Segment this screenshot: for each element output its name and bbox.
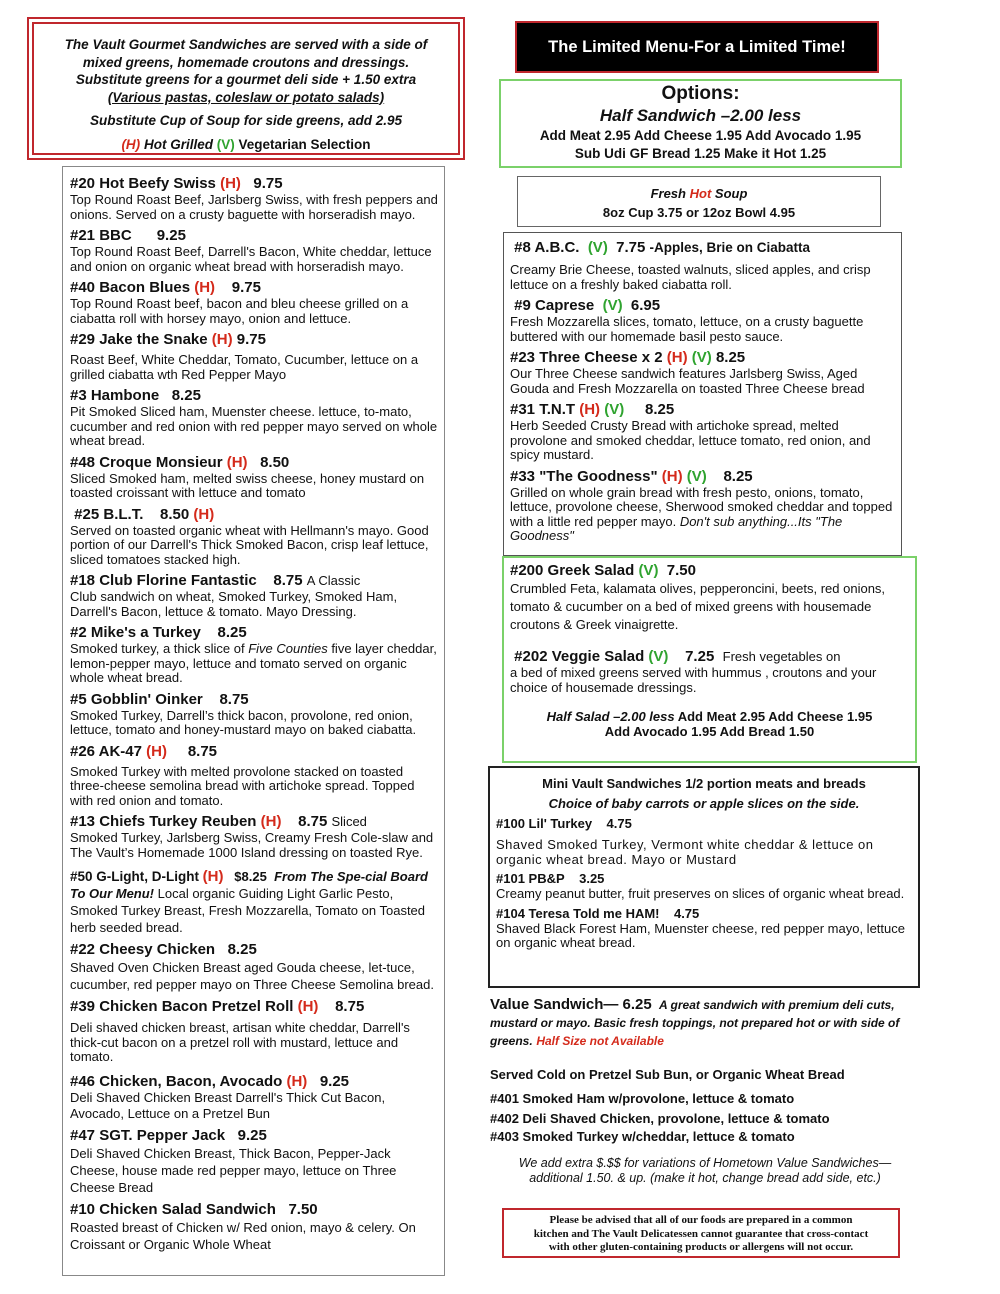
mini-choice: Choice of baby carrots or apple slices on the side. xyxy=(548,796,860,811)
item-description: Top Round Roast beef, bacon and bleu cheese grilled on a ciabatta roll with horsey mayo, onion and lettuce. xyxy=(70,296,409,326)
item-name: #8 A.B.C. xyxy=(514,239,580,256)
legend-veg-label: Vegetarian Selection xyxy=(238,136,371,152)
item-description: Roasted breast of Chicken w/ Red onion, mayo & celery. On Croissant or Organic Whole Wheat xyxy=(70,1220,416,1252)
notice-line-4: (Various pastas, coleslaw or potato salads) xyxy=(107,89,385,105)
menu-item-21 xyxy=(70,227,438,274)
menu-item-20 xyxy=(70,175,438,222)
item-description: Sliced Smoked ham, melted swiss cheese, honey mustard on toasted croissant with lettuce and tomato xyxy=(70,470,425,500)
menu-item-104 xyxy=(496,906,912,951)
options-title: Options: xyxy=(661,83,740,104)
notice-line-1: The Vault Gourmet Sandwiches are served with a side of xyxy=(64,37,428,52)
legend-hot-mark: (H) xyxy=(121,136,141,152)
item-description: Shaved Smoked Turkey, Vermont white cheddar & lettuce on organic wheat bread. Mayo or Mustard xyxy=(496,837,874,867)
item-description: Local organic Guiding Light Garlic Pesto, Smoked Turkey Breast, Fresh Mozzarella, Tomato on Toasted herb seeded bread. xyxy=(70,886,426,935)
hot-tag: (H) xyxy=(146,742,167,760)
legend-veg-mark: (V) xyxy=(216,136,235,152)
item-description: Smoked Turkey, Jarlsberg Swiss, Creamy Fresh Cole-slaw and The Vault’s Homemade 1000 Island dressing on toasted Rye. xyxy=(70,830,434,860)
item-price: 7.50 xyxy=(288,1201,318,1218)
soup-box xyxy=(517,176,881,227)
menu-item-3 xyxy=(70,387,438,449)
item-price: 8.75 xyxy=(187,742,218,760)
value-variation-line-2: additional 1.50. & up. (make it hot, change bread add side, etc.) xyxy=(529,1171,881,1185)
menu-item-25 xyxy=(70,506,438,568)
half-salad-options xyxy=(510,709,909,739)
hot-tag: (H) xyxy=(220,175,241,192)
item-price: 7.75 xyxy=(616,239,646,256)
item-name: #202 Veggie Salad xyxy=(514,648,645,665)
item-description: Our Three Cheese sandwich features Jarlsberg Swiss, Aged Gouda and Fresh Mozzarella on toasted Three Cheese bread xyxy=(510,366,865,396)
item-name: #21 BBC xyxy=(70,227,132,244)
item-description-lead: Fresh vegetables on xyxy=(722,649,841,664)
item-description-b: five layer cheddar, lemon-pepper mayo, lettuce and tomato served on organic whole wheat bread. xyxy=(70,641,437,685)
soup-hot: Hot xyxy=(689,186,712,201)
allergen-disclaimer xyxy=(502,1208,900,1258)
notice-line-2: mixed greens, homemade croutons and dressings. xyxy=(82,54,410,70)
item-description: Creamy Brie Cheese, toasted walnuts, sliced apples, and crisp lettuce on a freshly baked ciabatta roll. xyxy=(510,262,871,292)
veg-tag: (V) xyxy=(604,401,625,418)
hot-tag: (H) xyxy=(260,813,282,830)
menu-item-39 xyxy=(70,998,438,1065)
allergen-line-1: Please be advised that all of our foods are prepared in a common xyxy=(549,1214,853,1226)
menu-item-202 xyxy=(510,648,909,695)
hot-tag: (H) xyxy=(297,998,319,1015)
soup-sizes: 8oz Cup 3.75 or 12oz Bowl 4.95 xyxy=(602,205,796,220)
veg-tag: (V) xyxy=(648,648,669,665)
value-variation-note xyxy=(490,1156,920,1186)
options-line-2: Sub Udi GF Bread 1.25 Make it Hot 1.25 xyxy=(574,146,827,161)
item-name: #26 AK-47 xyxy=(70,742,142,760)
menu-item-401: #401 Smoked Ham w/provolone, lettuce & tomato xyxy=(490,1091,795,1106)
item-price: 6.95 xyxy=(630,297,661,314)
item-price: 9.25 xyxy=(237,1127,267,1144)
item-description: Top Round Roast Beef, Darrell's Bacon, White cheddar, lettuce and onion on organic wheat bread with horseradish mayo. xyxy=(70,244,432,274)
item-name: #104 Teresa Told me HAM! xyxy=(496,905,660,921)
notice-legend xyxy=(42,136,450,154)
item-description: a bed of mixed greens served with hummus , croutons and your choice of housemade dressings. xyxy=(510,665,877,695)
item-price: 7.50 xyxy=(666,562,696,579)
veg-tag: (V) xyxy=(691,349,712,366)
side-notice-inner xyxy=(32,22,460,155)
item-name: #18 Club Florine Fantastic xyxy=(70,572,257,589)
item-price: 4.75 xyxy=(673,905,700,921)
soup-fresh: Fresh xyxy=(650,186,686,201)
item-name: #13 Chiefs Turkey Reuben xyxy=(70,813,257,830)
item-price: 8.25 xyxy=(723,467,753,485)
item-description-tagline: Don't sub anything...Its "The Goodness" xyxy=(510,513,843,543)
item-name: #50 G-Light, D-Light xyxy=(70,869,199,884)
menu-item-13 xyxy=(70,813,438,860)
hot-tag: (H) xyxy=(211,331,233,348)
item-description-lead: A Classic xyxy=(306,573,361,588)
menu-item-8 xyxy=(510,239,896,292)
item-description-lead: Sliced xyxy=(331,814,367,829)
veg-tag: (V) xyxy=(587,239,608,256)
menu-item-100 xyxy=(496,816,912,867)
options-line-1: Add Meat 2.95 Add Cheese 1.95 Add Avocado 1.95 xyxy=(539,128,862,143)
item-price: 8.25 xyxy=(171,387,201,404)
menu-item-29 xyxy=(70,331,438,382)
item-price: 9.75 xyxy=(236,331,266,348)
value-sandwich-section xyxy=(490,996,930,1186)
item-description: Roast Beef, White Cheddar, Tomato, Cucumber, lettuce on a grilled ciabatta wth Red Pepper Mayo xyxy=(70,352,419,382)
menu-item-2 xyxy=(70,624,438,686)
menu-item-101 xyxy=(496,871,912,902)
item-price: 4.75 xyxy=(606,816,632,831)
half-salad-label: Half Salad –2.00 less xyxy=(546,709,675,724)
options-half-sandwich: Half Sandwich –2.00 less xyxy=(599,106,802,125)
item-description xyxy=(510,486,896,544)
item-description: Herb Seeded Crusty Bread with artichoke spread, melted provolone and smoked cheddar, lettuce tomato, red onion, and spicy mustard. xyxy=(510,418,871,462)
item-name: #5 Gobblin' Oinker xyxy=(70,690,203,708)
item-price: 9.75 xyxy=(231,279,261,296)
item-description: Crumbled Feta, kalamata olives, pepperoncini, beets, red onions, tomato & cucumber on a bed of mixed greens with housemade croutons & Greek vinaigrette. xyxy=(510,581,886,632)
menu-item-18 xyxy=(70,572,438,619)
item-price: 8.75 xyxy=(273,572,303,589)
item-name: #33 "The Goodness" xyxy=(510,467,658,485)
item-description: Top Round Roast Beef, Jarlsberg Swiss, with fresh peppers and onions. Served on a crusty baguette with horseradish mayo. xyxy=(70,192,438,222)
item-name: #200 Greek Salad xyxy=(510,562,635,579)
item-description-a: Grilled on whole grain bread with fresh pesto, onions, tomato, lettuce, provolone cheese, Sherwood smoked cheddar and topped with a little red pepper mayo. xyxy=(510,484,893,529)
salad-box xyxy=(502,556,917,763)
item-price: 8.50 xyxy=(160,505,190,523)
half-salad-add-1: Add Meat 2.95 Add Cheese 1.95 xyxy=(674,709,873,724)
item-price: 8.25 xyxy=(645,401,675,418)
menu-item-403: #403 Smoked Turkey w/cheddar, lettuce & tomato xyxy=(490,1129,795,1144)
item-name: #48 Croque Monsieur xyxy=(70,453,223,471)
mini-vault-box xyxy=(488,766,920,988)
item-description-lead: Deli Shaved Chicken Breast Darrell's Thick Cut Bacon, xyxy=(70,1089,386,1105)
options-box xyxy=(499,79,902,168)
item-name: #40 Bacon Blues xyxy=(70,279,191,296)
vegetarian-sandwich-list xyxy=(503,232,902,556)
soup-label: Soup xyxy=(714,186,748,201)
item-description: Fresh Mozzarella slices, tomato, lettuce, on a crusty baguette buttered with our homemade basil pesto sauce. xyxy=(510,314,864,344)
item-description: Served on toasted organic wheat with Hellmann's mayo. Good portion of our Darrell's Thick Smoked Bacon, crisp leaf lettuce, sliced tomatoes stacked high. xyxy=(70,522,429,567)
allergen-line-2: kitchen and The Vault Delicatessen cannot guarantee that cross-contact xyxy=(533,1227,869,1240)
hot-tag: (H) xyxy=(202,868,224,885)
item-name: #39 Chicken Bacon Pretzel Roll xyxy=(70,998,294,1015)
item-description-brand: Five Counties xyxy=(248,641,328,656)
item-price: $8.25 xyxy=(234,869,267,884)
hot-tag: (H) xyxy=(193,505,215,523)
item-name: #10 Chicken Salad Sandwich xyxy=(70,1201,276,1218)
item-name: #100 Lil' Turkey xyxy=(496,816,593,831)
item-description: Pit Smoked Sliced ham, Muenster cheese. lettuce, to-mato, cucumber and red onion with red pepper mayo served on whole wheat bread. xyxy=(70,404,438,448)
hot-tag: (H) xyxy=(666,349,688,366)
item-name: #2 Mike's a Turkey xyxy=(70,624,201,641)
item-price: 8.25 xyxy=(715,349,746,366)
item-name: #29 Jake the Snake xyxy=(70,331,208,348)
menu-item-40 xyxy=(70,279,438,326)
value-description: A great sandwich with premium deli cuts, mustard or mayo. Basic fresh toppings, not prepared hot or with side of greens. xyxy=(490,998,900,1048)
item-description: Creamy peanut butter, fruit preserves on slices of organic wheat bread. xyxy=(496,886,905,901)
value-title: Value Sandwich— 6.25 xyxy=(490,996,652,1013)
item-description: Shaved Black Forest Ham, Muenster cheese, red pepper mayo, lettuce on organic wheat bread. xyxy=(496,920,905,950)
item-description: Deli Shaved Chicken Breast, Thick Bacon, Pepper-Jack Cheese, house made red pepper mayo, lettuce on Three Cheese Bread xyxy=(70,1146,397,1195)
notice-line-3: Substitute greens for a gourmet deli side + 1.50 extra xyxy=(75,72,417,87)
item-name: #23 Three Cheese x 2 xyxy=(510,349,663,366)
menu-item-26 xyxy=(70,743,438,809)
item-price: 9.25 xyxy=(319,1072,350,1090)
item-subtitle: -Apples, Brie on Ciabatta xyxy=(649,240,811,255)
hot-tag: (H) xyxy=(579,401,601,418)
item-price: 8.75 xyxy=(335,998,365,1015)
value-variation-line-1: We add extra $.$$ for variations of Hometown Value Sandwiches— xyxy=(518,1156,892,1170)
item-name: #46 Chicken, Bacon, Avocado xyxy=(70,1072,283,1090)
value-bread-note: Served Cold on Pretzel Sub Bun, or Organic Wheat Bread xyxy=(490,1067,845,1082)
item-price: 9.25 xyxy=(156,227,186,244)
item-name: #3 Hambone xyxy=(70,387,160,404)
legend-hot-label: Hot Grilled xyxy=(143,136,213,152)
item-description: Deli shaved chicken breast, artisan white cheddar, Darrell's thick-cut bacon on a pretzel roll with mustard, lettuce and tomato. xyxy=(70,1020,410,1064)
item-name: #25 B.L.T. xyxy=(74,505,144,523)
allergen-line-3: with other gluten-containing products or allergens will not occur. xyxy=(548,1241,854,1253)
menu-item-402: #402 Deli Shaved Chicken, provolone, lettuce & tomato xyxy=(490,1111,830,1126)
menu-item-47 xyxy=(70,1127,438,1196)
item-price: 8.50 xyxy=(260,453,290,471)
meat-sandwich-list xyxy=(62,166,445,1276)
menu-item-23 xyxy=(510,349,896,396)
item-description xyxy=(70,642,438,686)
menu-item-31 xyxy=(510,401,896,463)
menu-item-9 xyxy=(510,297,896,344)
menu-item-10 xyxy=(70,1201,438,1253)
item-description-a: Smoked turkey, a thick slice of xyxy=(70,641,249,656)
item-price: 8.75 xyxy=(219,690,249,708)
menu-item-48 xyxy=(70,454,438,501)
hot-tag: (H) xyxy=(226,453,248,471)
item-description: Smoked Turkey with melted provolone stacked on toasted three-cheese semolina bread with artichoke spread. Topped with red onion and tomato. xyxy=(70,763,415,808)
notice-line-5: Substitute Cup of Soup for side greens, add 2.95 xyxy=(89,113,403,128)
item-name: #22 Cheesy Chicken xyxy=(70,941,216,958)
hot-tag: (H) xyxy=(286,1072,308,1090)
item-description: Smoked Turkey, Darrell’s thick bacon, provolone, red onion, lettuce, tomato and honey-mustard mayo on baked ciabatta. xyxy=(70,707,417,737)
item-name: #47 SGT. Pepper Jack xyxy=(70,1127,226,1144)
menu-item-22 xyxy=(70,941,438,993)
item-price: 9.75 xyxy=(253,175,283,192)
item-description: Avocado, Lettuce on a Pretzel Bun xyxy=(70,1106,270,1121)
menu-item-46 xyxy=(70,1073,438,1123)
item-price: 8.25 xyxy=(227,941,257,958)
item-description: Club sandwich on wheat, Smoked Turkey, Smoked Ham, Darrell's Bacon, lettuce & tomato. Mayo Dressing. xyxy=(70,589,398,619)
veg-tag: (V) xyxy=(602,297,623,314)
item-name: #9 Caprese xyxy=(514,297,595,314)
item-name: #31 T.N.T xyxy=(510,401,576,418)
item-note: From The Spe-cial Board To Our Menu! xyxy=(70,869,428,901)
veg-tag: (V) xyxy=(638,562,659,579)
item-price: 8.75 xyxy=(298,813,328,830)
item-description: Shaved Oven Chicken Breast aged Gouda cheese, let-tuce, cucumber, red pepper mayo on Three Cheese Semolina bread. xyxy=(70,960,434,992)
menu-item-33 xyxy=(510,468,896,544)
half-salad-add-2: Add Avocado 1.95 Add Bread 1.50 xyxy=(604,724,815,739)
menu-item-50 xyxy=(70,868,438,936)
item-price: 7.25 xyxy=(685,648,715,665)
hot-tag: (H) xyxy=(194,279,216,296)
menu-item-5 xyxy=(70,691,438,738)
value-half-note: Half Size not Available xyxy=(536,1034,664,1048)
item-price: 3.25 xyxy=(579,871,605,886)
limited-menu-banner: The Limited Menu-For a Limited Time! xyxy=(515,21,879,73)
veg-tag: (V) xyxy=(686,467,707,485)
side-notice-box xyxy=(27,17,465,160)
item-price: 8.25 xyxy=(217,624,247,641)
item-name: #20 Hot Beefy Swiss xyxy=(70,175,216,192)
menu-item-200 xyxy=(510,562,909,634)
hot-tag: (H) xyxy=(661,467,683,485)
item-name: #101 PB&P xyxy=(496,871,565,886)
mini-title: Mini Vault Sandwiches 1/2 portion meats and breads xyxy=(542,776,866,791)
